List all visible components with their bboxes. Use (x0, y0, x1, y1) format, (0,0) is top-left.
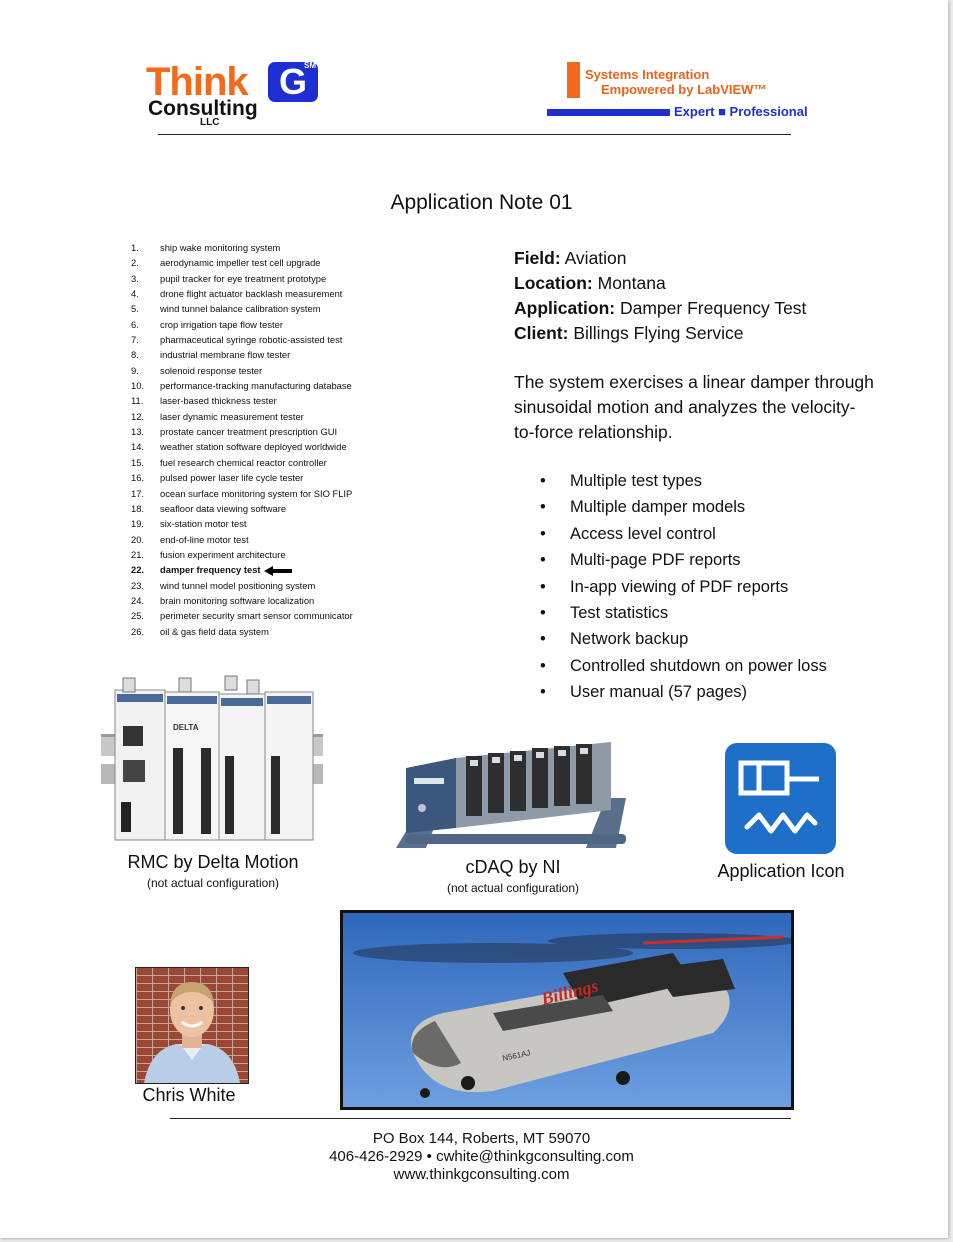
person-name: Chris White (142, 1085, 236, 1105)
list-item-label: industrial membrane flow tester (160, 349, 291, 361)
bullet-icon: • (540, 551, 546, 570)
rmc-caption: RMC by Delta Motion (127, 852, 299, 872)
list-item-text (160, 378, 352, 393)
field-value: Aviation (564, 248, 627, 268)
footer-contact: 406-426-2929 • cwhite@thinkgconsulting.com (329, 1148, 634, 1165)
list-item-number: 19. (131, 518, 145, 530)
client-label: Client: (514, 323, 569, 343)
list-item-text (160, 455, 327, 470)
list-item-text (160, 501, 286, 516)
header-systems-integration: Systems Integration (585, 67, 710, 82)
list-item-label: brain monitoring software localization (160, 594, 315, 606)
header-divider (158, 134, 791, 135)
list-item-text (160, 255, 321, 270)
list-item-number: 22. (131, 564, 145, 576)
list-item-text (160, 578, 315, 593)
list-item-text (160, 624, 269, 639)
list-item-label: end-of-line motor test (160, 533, 249, 545)
list-item-label: aerodynamic impeller test cell upgrade (160, 257, 321, 269)
list-item-text (160, 424, 337, 439)
list-item-label: prostate cancer treatment prescription GUI (160, 426, 338, 438)
list-item-label: fusion experiment architecture (160, 548, 286, 560)
feature-text: Network backup (570, 630, 689, 649)
list-item-text (160, 393, 277, 408)
cdaq-chassis-image (386, 738, 636, 858)
location-label: Location: (514, 273, 593, 293)
list-item-number: 4. (131, 288, 139, 300)
list-item-text (160, 332, 342, 347)
list-item-text (160, 409, 304, 424)
list-item-text (160, 608, 353, 623)
footer-address: PO Box 144, Roberts, MT 59070 (372, 1130, 591, 1147)
application-icon (725, 743, 836, 854)
bullet-icon: • (540, 630, 546, 649)
person-photo (135, 967, 249, 1084)
bullet-icon: • (540, 656, 546, 675)
list-item-label: solenoid response tester (160, 364, 263, 376)
list-item-text (160, 271, 326, 286)
footer-website[interactable]: www.thinkgconsulting.com (393, 1166, 570, 1183)
list-item-number: 15. (131, 456, 145, 468)
application-value: Damper Frequency Test (619, 298, 807, 318)
list-item-number: 26. (131, 625, 145, 637)
feature-text: Multiple damper models (570, 498, 746, 517)
header-empowered-by: Empowered by LabVIEW™ (601, 82, 767, 97)
feature-text: User manual (57 pages) (570, 683, 748, 702)
list-item-label: damper frequency test (160, 564, 261, 576)
application-label: Application: (514, 298, 616, 318)
list-item-number: 23. (131, 579, 145, 591)
location-row (514, 271, 806, 296)
helicopter-livery: Billings (539, 975, 601, 1009)
header-expert-professional: Expert ■ Professional (674, 104, 808, 119)
bullet-icon: • (540, 683, 546, 702)
list-item-label: perimeter security smart sensor communicator (160, 610, 353, 622)
field-label: Field: (514, 248, 561, 268)
list-item-label: performance-tracking manufacturing database (160, 380, 352, 392)
list-item-number: 20. (131, 533, 145, 545)
list-item-text (160, 562, 292, 577)
bullet-icon: • (540, 603, 546, 622)
logo-consulting-text: Consulting (148, 97, 258, 120)
list-item-number: 18. (131, 502, 145, 514)
list-item-text (160, 532, 249, 547)
footer-divider (170, 1118, 791, 1119)
list-item-number: 14. (131, 441, 145, 453)
list-item-label: pupil tracker for eye treatment prototype (160, 272, 327, 284)
list-item-label: pulsed power laser life cycle tester (160, 472, 304, 484)
application-row (514, 296, 806, 321)
left-arrow-icon (264, 566, 292, 576)
list-item-number: 24. (131, 594, 145, 606)
list-item-number: 13. (131, 426, 145, 438)
application-icon-caption: Application Icon (717, 861, 845, 881)
orange-accent-bar (567, 62, 580, 98)
logo-sm-mark: SM (304, 61, 316, 70)
list-item-number: 25. (131, 610, 145, 622)
list-item-text (160, 240, 280, 255)
blue-accent-bar (547, 109, 670, 116)
list-item-text (160, 593, 314, 608)
list-item-text (160, 516, 247, 531)
list-item-number: 12. (131, 410, 145, 422)
list-item-label: ocean surface monitoring system for SIO FLIP (160, 487, 353, 499)
logo-think-text: Think (146, 60, 248, 104)
logo-llc-text: LLC (200, 117, 220, 128)
list-item-label: wind tunnel model positioning system (160, 579, 316, 591)
feature-text: Access level control (570, 524, 716, 543)
bullet-icon: • (540, 524, 546, 543)
list-item-label: seafloor data viewing software (160, 502, 287, 514)
field-row (514, 246, 806, 271)
list-item-label: fuel research chemical reactor controller (160, 456, 327, 468)
list-item-number: 2. (131, 257, 139, 269)
list-item-text (160, 470, 303, 485)
list-item-number: 5. (131, 303, 139, 315)
list-item-label: laser dynamic measurement tester (160, 410, 304, 422)
info-block (514, 246, 806, 346)
list-item-number: 17. (131, 487, 145, 499)
list-item-label: six-station motor test (160, 518, 247, 530)
list-item-label: wind tunnel balance calibration system (160, 303, 321, 315)
rmc-delta-brand: DELTA (173, 723, 199, 732)
list-item-number: 9. (131, 364, 139, 376)
bullet-icon: • (540, 498, 546, 517)
feature-text: In-app viewing of PDF reports (570, 577, 789, 596)
feature-text: Test statistics (570, 603, 669, 622)
location-value: Montana (597, 273, 666, 293)
page-title: Application Note 01 (390, 191, 573, 214)
list-item-number: 7. (131, 334, 139, 346)
cdaq-note: (not actual configuration) (446, 881, 580, 895)
list-item-number: 21. (131, 548, 145, 560)
list-item-text (160, 363, 262, 378)
list-item-number: 1. (131, 242, 139, 253)
list-item-number: 8. (131, 349, 139, 361)
list-item-text (160, 547, 286, 562)
client-value: Billings Flying Service (573, 323, 744, 343)
list-item-text (160, 286, 342, 301)
list-item-number: 10. (131, 380, 145, 392)
list-item-number: 11. (131, 395, 144, 407)
list-item-label: ship wake monitoring system (160, 242, 281, 253)
list-item-number: 6. (131, 318, 139, 330)
client-row (514, 321, 806, 346)
list-item-label: drone flight actuator backlash measurement (160, 288, 343, 300)
logo-g-box: G (268, 62, 318, 102)
feature-text: Controlled shutdown on power loss (570, 656, 827, 675)
list-item-label: laser-based thickness tester (160, 395, 277, 407)
helicopter-photo (340, 910, 794, 1110)
thinkg-logo (146, 60, 326, 130)
list-item-number: 16. (131, 472, 145, 484)
rmc-note: (not actual configuration) (146, 876, 280, 890)
description: The system exercises a linear damper through sinusoidal motion and analyzes the velocity-to-force relationship. (514, 372, 874, 442)
list-item-text (160, 317, 283, 332)
cdaq-caption: cDAQ by NI (465, 857, 561, 877)
feature-text: Multiple test types (570, 472, 703, 490)
rmc-controller-image (101, 672, 323, 842)
list-item-text (160, 486, 352, 501)
list-item-text (160, 301, 321, 316)
list-item-label: oil & gas field data system (160, 625, 269, 637)
list-item-text (160, 347, 290, 362)
list-item-label: pharmaceutical syringe robotic-assisted test (160, 334, 343, 346)
list-item-label: weather station software deployed worldwide (160, 441, 347, 453)
bullet-icon: • (540, 472, 546, 490)
list-item-label: crop irrigation tape flow tester (160, 318, 283, 330)
bullet-icon: • (540, 577, 546, 596)
helicopter-tail-number: N561AJ (501, 1048, 532, 1063)
list-item-text (160, 439, 347, 454)
list-item-number: 3. (131, 272, 139, 284)
feature-text: Multi-page PDF reports (570, 551, 741, 570)
